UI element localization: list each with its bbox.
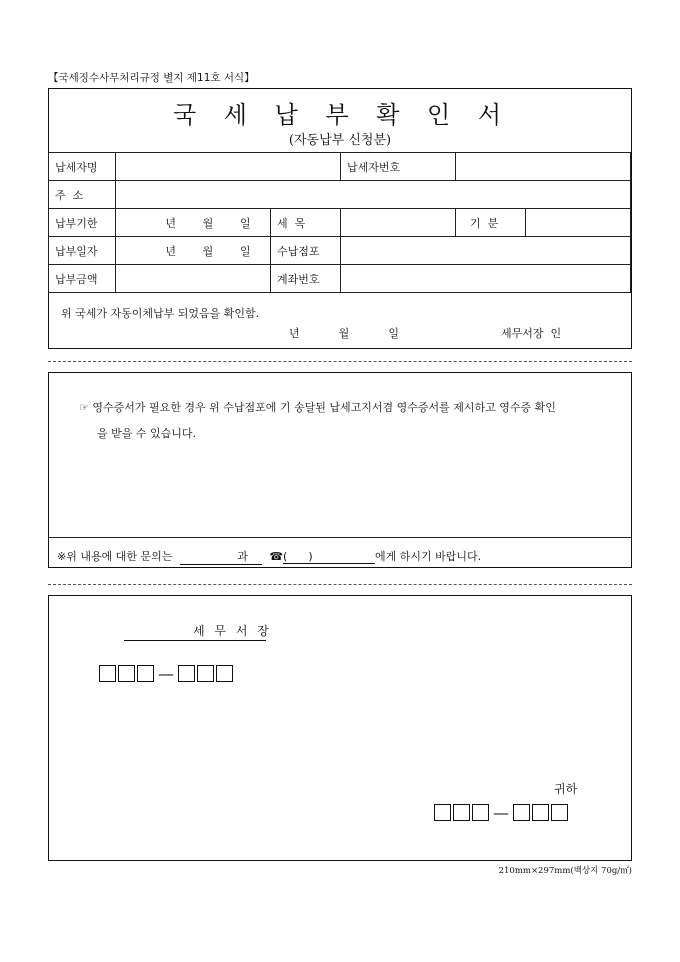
paid-date-field[interactable]: [116, 237, 271, 265]
table-row: [49, 265, 631, 293]
taxpayer-no-field[interactable]: [456, 153, 631, 181]
form-table: [48, 152, 631, 293]
table-row: [49, 153, 631, 181]
year-label: 년: [165, 244, 176, 258]
recipient-honorific: 귀하: [554, 782, 578, 796]
table-row: [49, 237, 631, 265]
address-label: 주 소: [49, 181, 116, 209]
notice-line-1: ☞ 영수증서가 필요한 경우 위 수납점포에 기 송달된 납세고지서겸 영수증서를 제시하고 영수증 확인: [79, 401, 556, 414]
tax-item-field[interactable]: [341, 209, 456, 237]
inquiry-suffix: 에게 하시기 바랍니다.: [375, 550, 482, 563]
taxpayer-name-field[interactable]: [116, 153, 341, 181]
month-label: 월: [202, 216, 214, 230]
confirm-statement: 위 국세가 자동이체납부 되었음을 확인함.: [61, 307, 260, 320]
phone-icon: ☎: [269, 550, 284, 563]
form-reference: 【국세징수사무처리규정 별지 제11호 서식】: [48, 72, 255, 84]
day-label: 일: [388, 327, 399, 340]
inquiry-dept-field[interactable]: [180, 548, 262, 565]
confirmation-form: [48, 88, 632, 349]
inquiry-prefix: ※위 내용에 대한 문의는: [57, 550, 173, 563]
inquiry-phone-field[interactable]: ( ): [283, 550, 375, 564]
paid-amount-field[interactable]: [116, 265, 271, 293]
taxpayer-name-label: 납세자명: [49, 153, 116, 181]
notice-line-2: 을 받을 수 있습니다.: [97, 427, 196, 440]
receiving-branch-label: 수납점포: [271, 237, 341, 265]
cut-line: [48, 584, 632, 585]
month-label: 월: [338, 327, 350, 340]
form-subtitle: (자동납부 신청분): [288, 133, 392, 148]
receiving-branch-field[interactable]: [341, 237, 631, 265]
day-label: 일: [240, 216, 251, 230]
dept-label: 과: [237, 550, 248, 563]
recipient-postal-code[interactable]: —: [434, 802, 570, 822]
table-row: [49, 181, 631, 209]
notice-divider: [49, 537, 631, 538]
table-row: [49, 209, 631, 237]
mailing-box: [48, 595, 632, 861]
month-label: 월: [202, 244, 214, 258]
paid-amount-label: 납부금액: [49, 265, 116, 293]
due-date-field[interactable]: [116, 209, 271, 237]
period-label: 기 분: [456, 209, 526, 237]
form-title: 국 세 납 부 확 인 서: [172, 101, 508, 129]
address-field[interactable]: [116, 181, 631, 209]
year-label: 년: [289, 327, 300, 340]
due-date-label: 납부기한: [49, 209, 116, 237]
period-field[interactable]: [526, 209, 631, 237]
inquiry-line: [57, 548, 481, 565]
sender-name: 세 무 서 장: [193, 624, 272, 638]
account-no-field[interactable]: [341, 265, 631, 293]
sender-postal-code[interactable]: —: [99, 663, 235, 683]
year-label: 년: [165, 216, 176, 230]
taxpayer-no-label: 납세자번호: [341, 153, 456, 181]
day-label: 일: [240, 244, 251, 258]
cut-line: [48, 361, 632, 362]
tax-item-label: 세 목: [271, 209, 341, 237]
sign-date: [289, 325, 399, 341]
paper-spec: 210mm×297mm(백상지 70g/㎡): [498, 866, 632, 876]
paid-date-label: 납부일자: [49, 237, 116, 265]
notice-box: [48, 372, 632, 568]
account-no-label: 계좌번호: [271, 265, 341, 293]
sender-underline: [124, 640, 266, 641]
tax-office-head-seal: 세무서장 인: [501, 327, 562, 340]
